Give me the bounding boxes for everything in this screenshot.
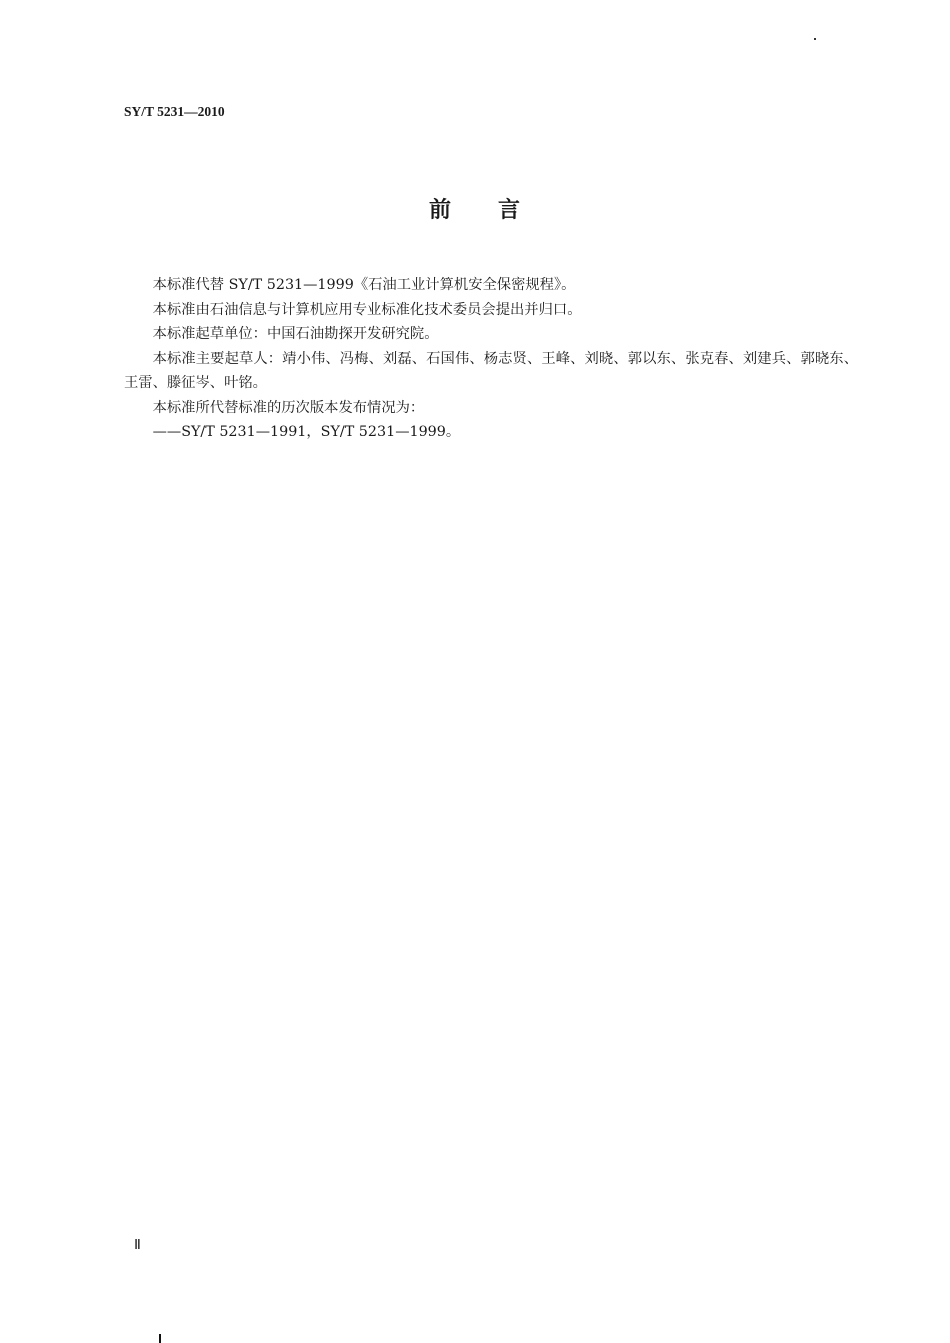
- title-char-1: 前: [428, 198, 452, 223]
- paragraph: 本标准起草单位：中国石油勘探开发研究院。: [152, 326, 439, 342]
- paragraph: 本标准代替 SY/T 5231—1999《石油工业计算机安全保密规程》。: [152, 277, 576, 293]
- page-title: [0, 193, 950, 224]
- paragraph: 本标准由石油信息与计算机应用专业标准化技术委员会提出并归口。: [152, 301, 582, 318]
- page-number: Ⅱ: [134, 1238, 141, 1253]
- title-char-2: 言: [498, 198, 522, 223]
- foreword-body: [124, 273, 858, 445]
- paragraph: ——SY/T 5231—1991，SY/T 5231—1999。: [152, 424, 461, 440]
- paragraph: 本标准所代替标准的历次版本发布情况为：: [152, 399, 425, 416]
- standard-code: SY/T 5231—2010: [124, 104, 225, 119]
- paragraph: 本标准主要起草人：靖小伟、冯梅、刘磊、石国伟、杨志贤、王峰、刘晓、郭以东、张克春、刘建兵、郭晓东、王雷、滕征岑、叶铭。: [124, 350, 858, 391]
- scan-mark: [159, 1334, 161, 1343]
- scan-mark: [814, 38, 816, 40]
